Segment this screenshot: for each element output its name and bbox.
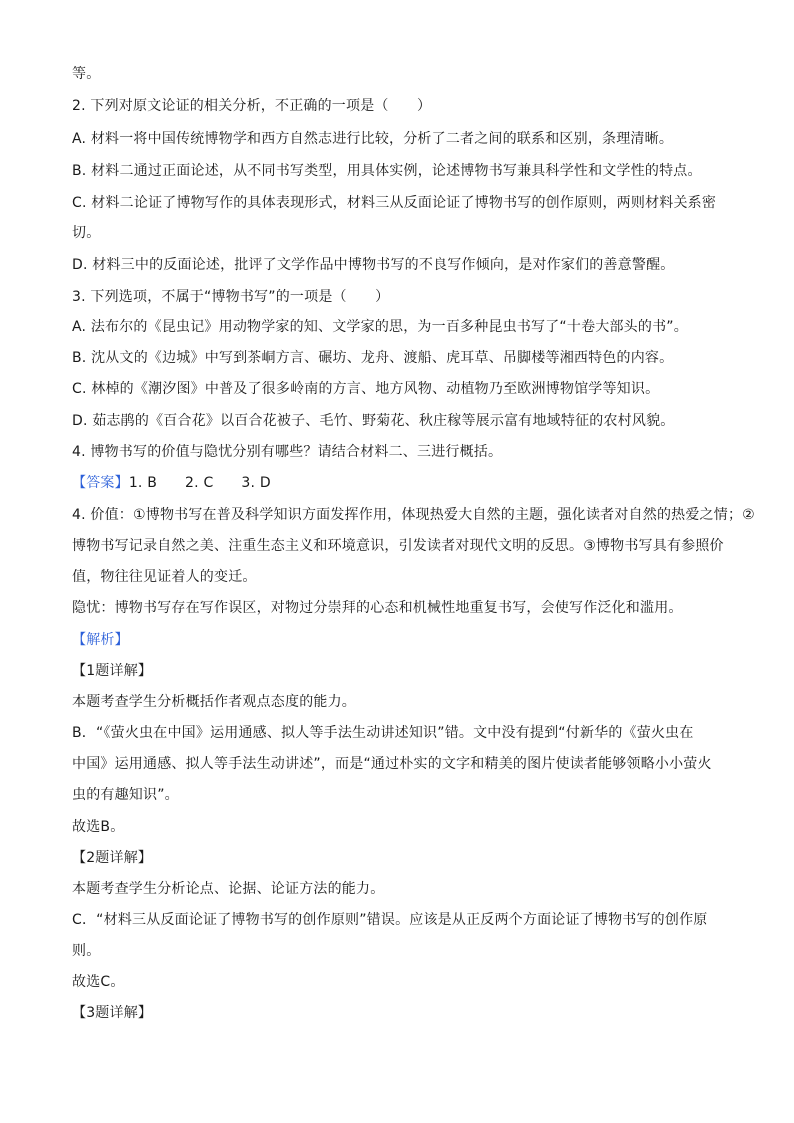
detail-1-body-cont: 中国》运用通感、拟人等手法生动讲述”，而是“通过朴实的文字和精美的图片使读者能够领略小小萤火: [72, 756, 712, 772]
answer-label: 【答案】: [72, 475, 129, 491]
answer-4-value-cont: 值，物往往见证着人的变迁。: [72, 569, 257, 585]
question-2-option-b: B. 材料二通过正面论述，从不同书写类型，用具体实例，论述博物书写兼具科学性和文学性的特点。: [72, 163, 702, 179]
question-2-option-c: C. 材料二论证了博物写作的具体表现形式，材料三从反面论证了博物书写的创作原则，两则材料关系密: [72, 195, 717, 211]
detail-2-body: C．“材料三从反面论证了博物书写的创作原则”错误。应该是从正反两个方面论证了博物书写的创作原: [72, 912, 708, 928]
question-2-option-a: A. 材料一将中国传统博物学和西方自然志进行比较，分析了二者之间的联系和区别，条理清晰。: [72, 131, 674, 147]
answer-3: 3. D: [241, 475, 271, 491]
detail-1-heading: 【1题详解】: [72, 663, 153, 679]
detail-1-body-cont: 虫的有趣知识”。: [72, 787, 179, 803]
answer-1: 1. B: [128, 475, 158, 491]
question-3-option-a: A. 法布尔的《昆虫记》用动物学家的知、文学家的思，为一百多种昆虫书写了“十卷大部头的书”。: [72, 319, 688, 335]
detail-3-heading: 【3题详解】: [72, 1005, 153, 1021]
detail-2-body-cont: 则。: [72, 943, 101, 959]
question-3-option-d: D. 茹志鹃的《百合花》以百合花被子、毛竹、野菊花、秋庄稼等展示富有地域特征的农村风貌。: [72, 413, 675, 429]
question-3-stem: 3. 下列选项，不属于“博物书写”的一项是（ ）: [72, 289, 390, 305]
answer-2: 2. C: [185, 475, 214, 491]
answer-4-value: 4. 价值：①博物书写在普及科学知识方面发挥作用，体现热爱大自然的主题，强化读者对自然的热爱之情；②: [72, 507, 755, 523]
question-2-option-c-cont: 切。: [72, 225, 101, 241]
question-2-option-d: D. 材料三中的反面论述，批评了文学作品中博物书写的不良写作倾向，是对作家们的善意警醒。: [72, 257, 675, 273]
question-2-stem: 2. 下列对原文论证的相关分析，不正确的一项是（ ）: [72, 98, 432, 114]
detail-1-intro: 本题考查学生分析概括作者观点态度的能力。: [72, 694, 356, 710]
question-3-option-b: B. 沈从文的《边城》中写到茶峒方言、碾坊、龙舟、渡船、虎耳草、吊脚楼等湘西特色的内容。: [72, 350, 674, 366]
detail-1-conclusion: 故选B。: [72, 819, 125, 835]
question-3-option-c: C. 林棹的《潮汐图》中普及了很多岭南的方言、地方风物、动植物乃至欧洲博物馆学等知识。: [72, 381, 660, 397]
detail-2-heading: 【2题详解】: [72, 850, 153, 866]
detail-1-body: B．“《萤火虫在中国》运用通感、拟人等手法生动讲述知识”错。文中没有提到“付新华的《萤火虫在: [72, 725, 694, 741]
analysis-heading: 【解析】: [72, 632, 129, 648]
answer-4-concern: 隐忧：博物书写存在写作误区，对物过分崇拜的心态和机械性地重复书写，会使写作泛化和滥用。: [72, 600, 683, 616]
answer-4-value-cont: 博物书写记录自然之美、注重生态主义和环境意识，引发读者对现代文明的反思。③博物书写具有参照价: [72, 538, 724, 554]
text-line: 等。: [72, 66, 101, 82]
question-4-stem: 4. 博物书写的价值与隐忧分别有哪些？请结合材料二、三进行概括。: [72, 444, 503, 460]
detail-2-conclusion: 故选C。: [72, 974, 125, 990]
detail-2-intro: 本题考查学生分析论点、论据、论证方法的能力。: [72, 881, 385, 897]
answer-line: [72, 473, 271, 493]
